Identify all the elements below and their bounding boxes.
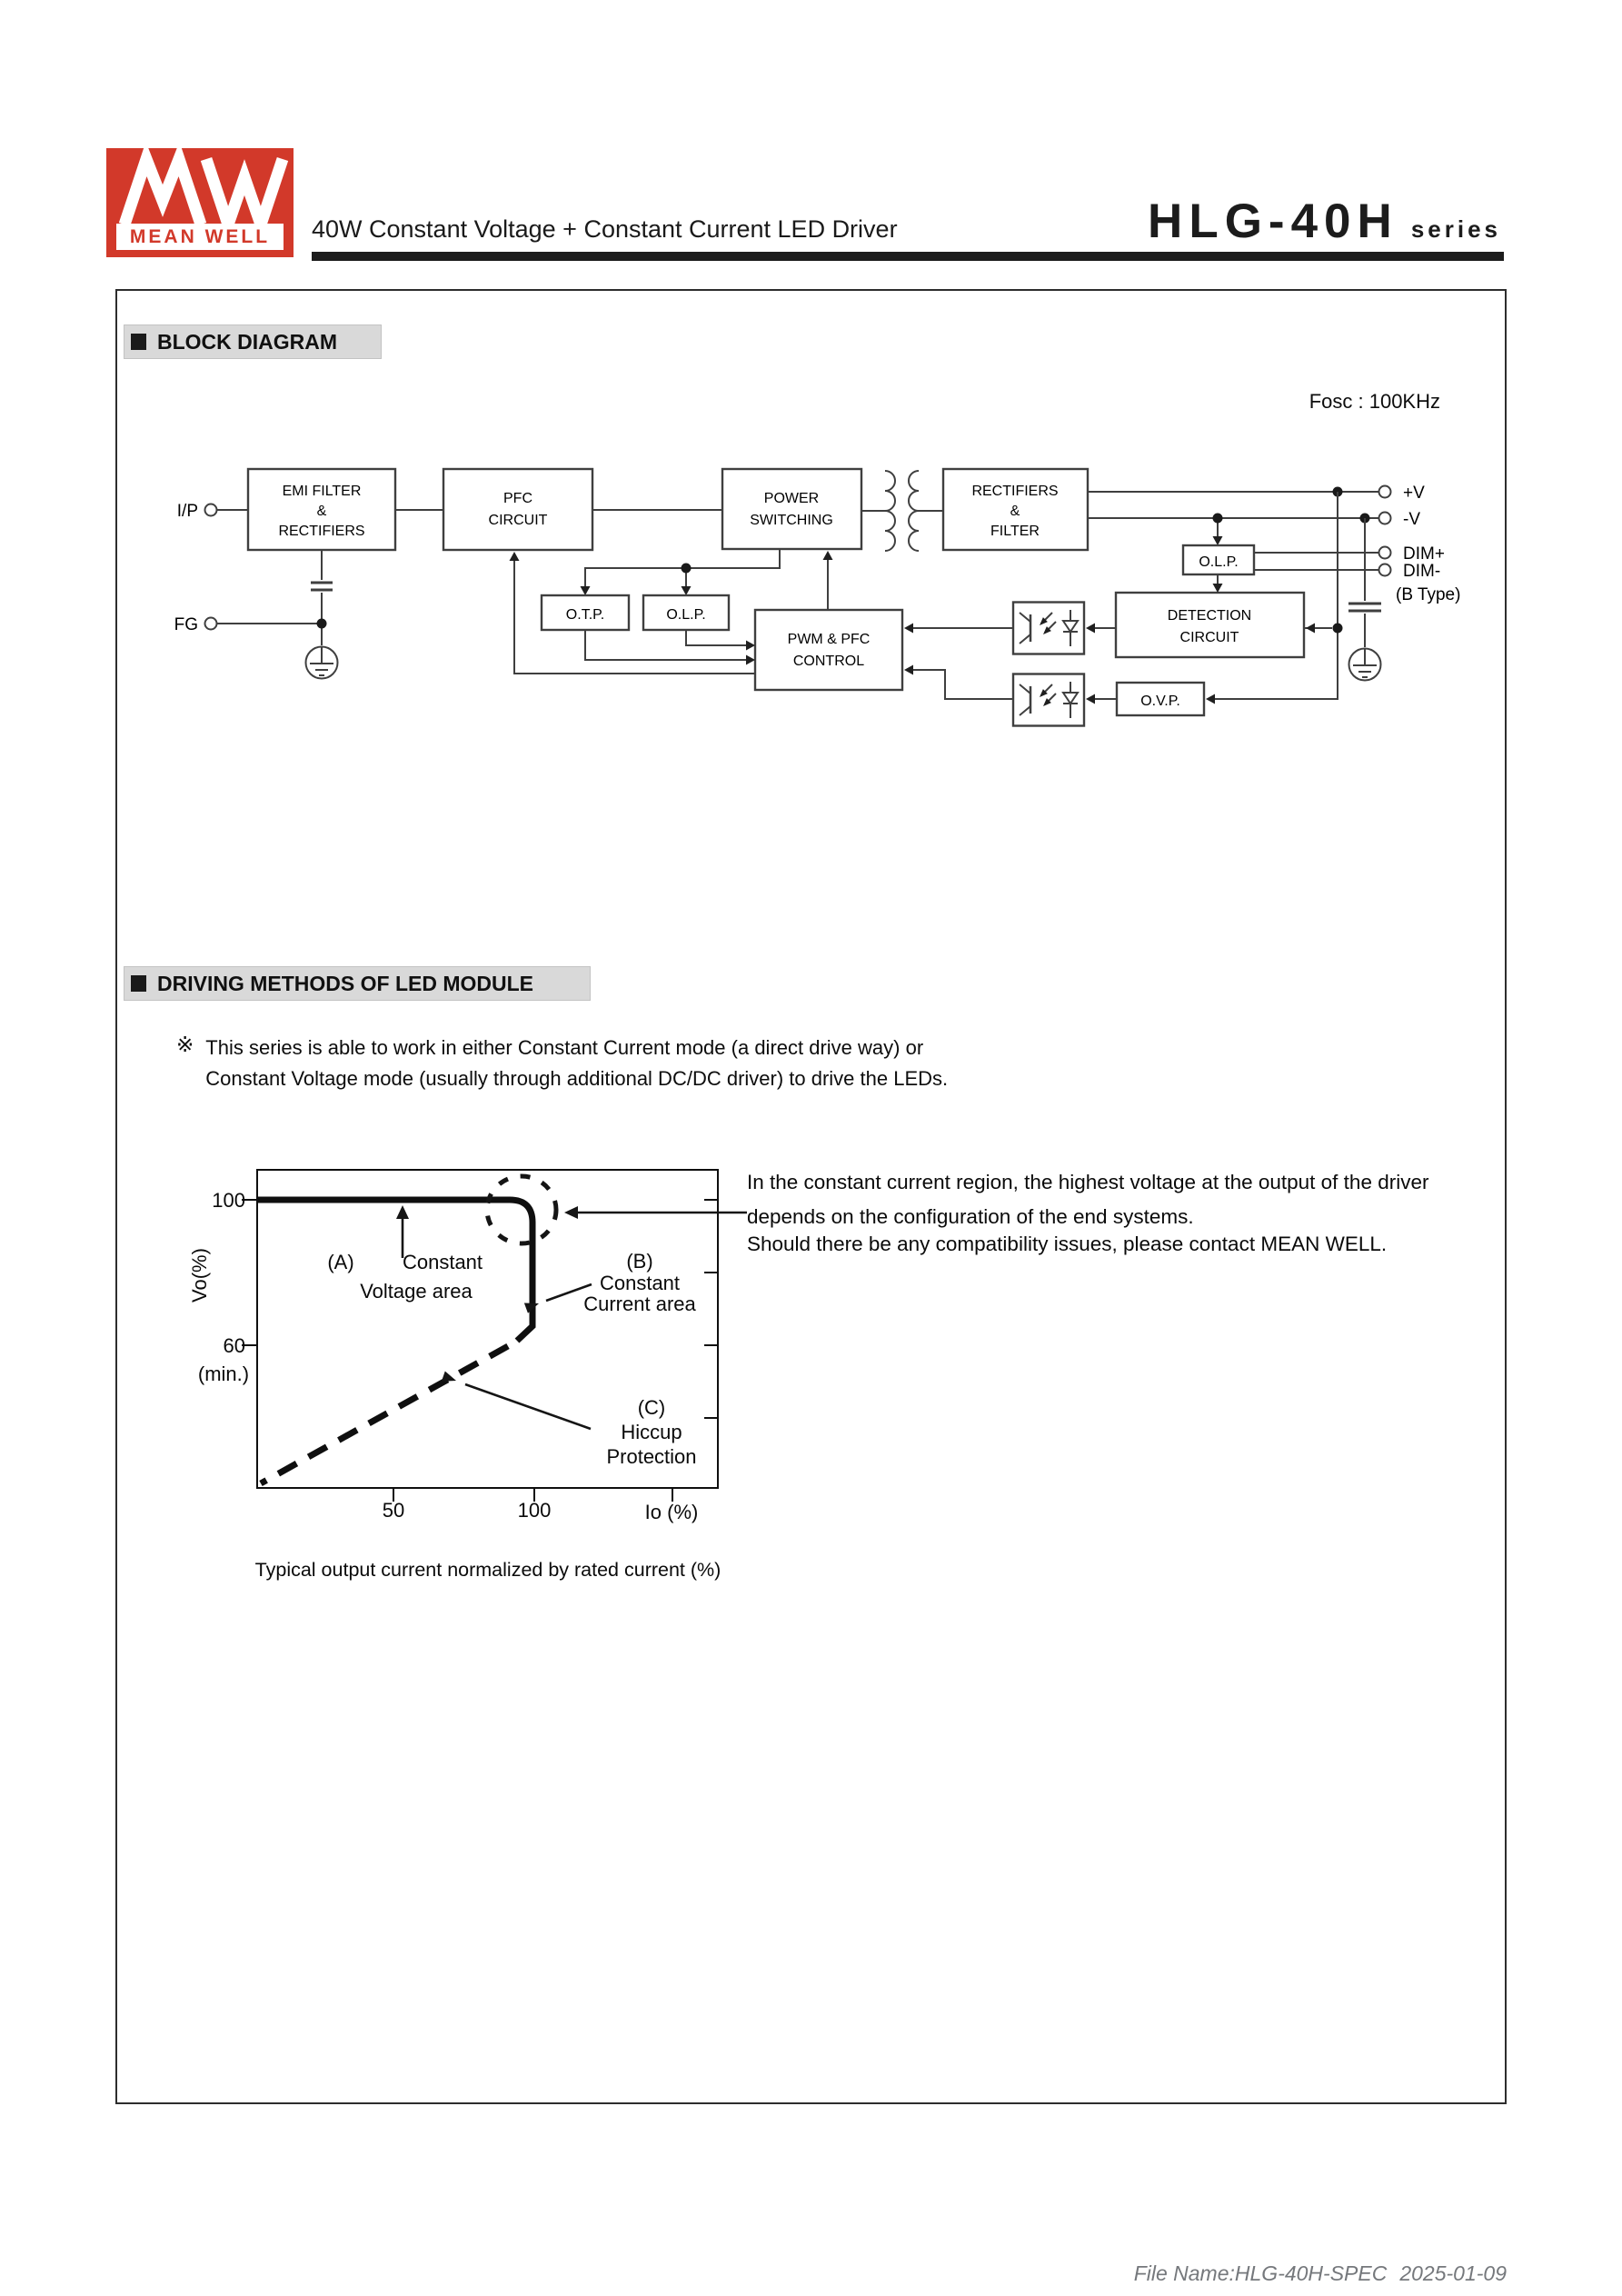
ytick-100: 100 (212, 1189, 245, 1212)
annotation-c-2: Hiccup (621, 1421, 682, 1443)
ip-terminal-label: I/P (176, 502, 198, 521)
ip-terminal-icon (205, 504, 217, 516)
ovp-label: O.V.P. (1140, 694, 1180, 709)
olp-label: O.L.P. (666, 607, 706, 623)
transformer-icon (885, 471, 919, 551)
reference-mark-icon: ※ (176, 1033, 194, 1056)
olp-b-label: O.L.P. (1199, 554, 1239, 570)
ytick-min: (min.) (197, 1363, 250, 1385)
rect-label-1: RECTIFIERS (971, 484, 1059, 499)
model-name: HLG-40H (1148, 195, 1398, 248)
ytick-60: 60 (223, 1334, 245, 1357)
pfc-label-2: CIRCUIT (488, 513, 548, 528)
pfc-label-1: PFC (503, 491, 532, 506)
cc-description-line1: In the constant current region, the highest voltage at the output of the driver (747, 1171, 1429, 1193)
footer-filename: File Name:HLG-40H-SPEC (1133, 2261, 1388, 2285)
vminus-terminal-icon (1379, 513, 1391, 524)
rect-label-2: & (1010, 504, 1020, 519)
annotation-b-2: Constant (599, 1272, 681, 1294)
earth-ground-icon (306, 646, 338, 679)
dimplus-terminal-icon (1379, 547, 1391, 559)
xtick-100: 100 (517, 1499, 552, 1522)
footer-date: 2025-01-09 (1399, 2261, 1507, 2285)
section-title: DRIVING METHODS OF LED MODULE (157, 971, 533, 995)
vminus-label: -V (1403, 510, 1420, 529)
emi-label-1: EMI FILTER (282, 484, 362, 499)
input-capacitor-icon (311, 550, 333, 645)
fosc-label: Fosc : 100KHz (1309, 390, 1440, 413)
annotation-a-3: Voltage area (360, 1280, 473, 1303)
brand-name: MEAN WELL (129, 225, 271, 247)
y-axis-label: Vo(%) (188, 1248, 211, 1303)
detection-label-2: CIRCUIT (1179, 630, 1239, 645)
series-suffix: series (1410, 215, 1501, 243)
cc-description-line3: Should there be any compatibility issues, please contact MEAN WELL. (747, 1233, 1388, 1255)
annotation-b-3: Current area (583, 1293, 696, 1315)
pwm-label-2: CONTROL (792, 654, 865, 669)
note-line-2: Constant Voltage mode (usually through additional DC/DC driver) to drive the LEDs. (205, 1067, 949, 1090)
pwm-label-1: PWM & PFC (787, 632, 871, 647)
pfc-circuit-block (443, 469, 592, 550)
dimminus-label: DIM- (1403, 562, 1441, 581)
hiccup-curve (261, 1346, 508, 1483)
btype-label: (B Type) (1396, 585, 1461, 604)
footer (1134, 2261, 1507, 2286)
annotation-c-1: (C) (637, 1396, 666, 1419)
page-title: 40W Constant Voltage + Constant Current LED Driver (312, 215, 898, 243)
driving-note (176, 1033, 948, 1094)
annotation-c-3: Protection (606, 1445, 697, 1468)
emi-label-2: & (316, 504, 327, 519)
fg-terminal-icon (205, 618, 217, 630)
annotation-b-1: (B) (626, 1250, 653, 1273)
annotation-a-2: Constant (402, 1251, 483, 1273)
output-ground-icon (1349, 648, 1381, 681)
output-capacitor-icon (1348, 518, 1381, 647)
section-header-driving-methods (124, 966, 591, 1001)
power-label-1: POWER (763, 491, 820, 506)
x-axis-label: Io (%) (644, 1501, 699, 1523)
detection-label-1: DETECTION (1167, 608, 1252, 624)
cv-cc-chart (188, 1170, 1429, 1581)
rect-label-3: FILTER (990, 524, 1040, 539)
pwm-pfc-control-block (755, 610, 902, 690)
emi-label-3: RECTIFIERS (278, 524, 365, 539)
note-line-1: This series is able to work in either Constant Current mode (a direct drive way) or (205, 1036, 924, 1059)
section-title: BLOCK DIAGRAM (157, 329, 338, 354)
square-bullet-icon (131, 975, 146, 992)
dimplus-label: DIM+ (1403, 544, 1445, 564)
block-diagram (174, 469, 1461, 726)
corner-highlight-circle (487, 1176, 556, 1243)
vplus-label: +V (1403, 484, 1425, 503)
cc-description-line2: depends on the configuration of the end systems. (747, 1205, 1194, 1228)
xtick-50: 50 (382, 1499, 405, 1522)
dimminus-terminal-icon (1379, 564, 1391, 576)
power-switching-block (722, 469, 861, 549)
otp-label: O.T.P. (565, 607, 605, 623)
optocoupler-icon-1 (1013, 603, 1084, 654)
detection-circuit-block (1116, 593, 1304, 657)
annotation-a-1: (A) (327, 1251, 354, 1273)
vplus-terminal-icon (1379, 486, 1391, 498)
fg-terminal-label: FG (174, 615, 198, 634)
optocoupler-icon-2 (1013, 674, 1084, 726)
power-label-2: SWITCHING (750, 513, 833, 528)
chart-caption: Typical output current normalized by rated current (%) (254, 1559, 721, 1581)
